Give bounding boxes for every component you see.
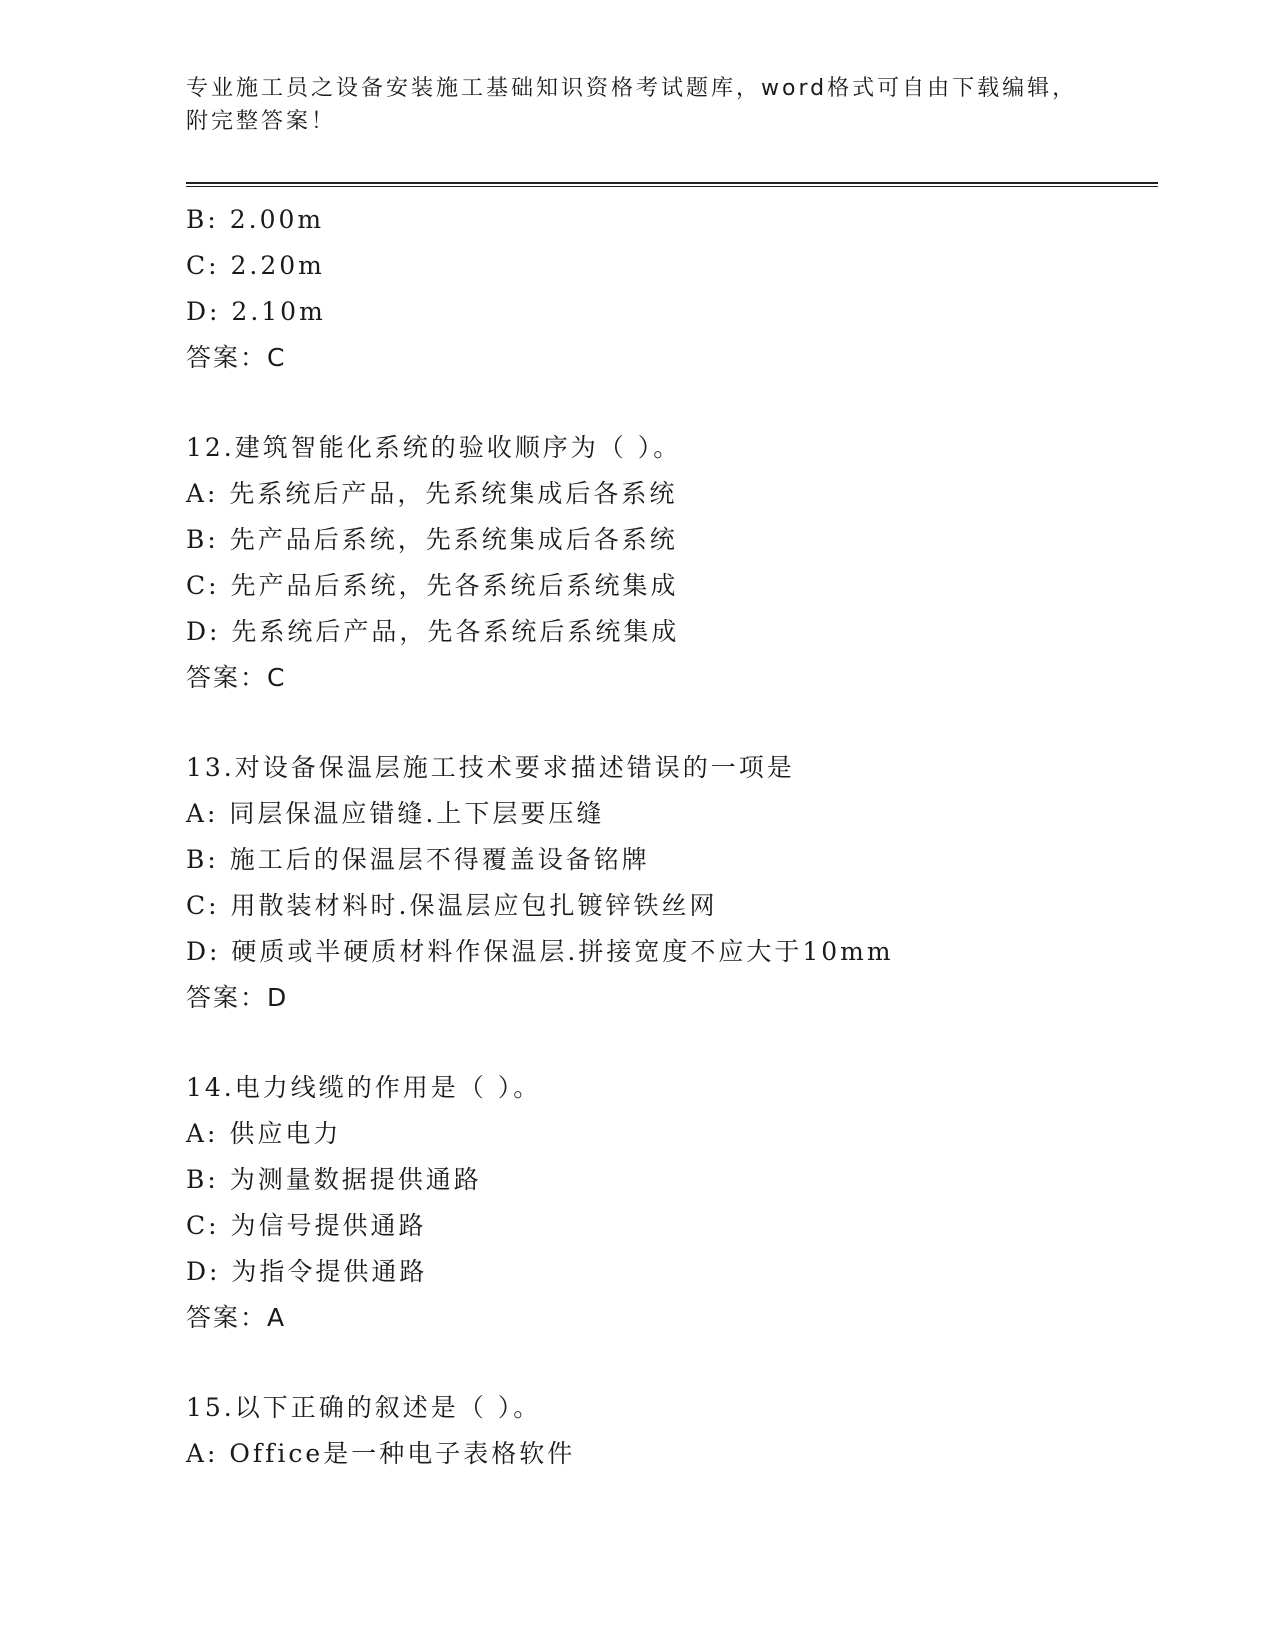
option-d: D: 2.10m	[186, 297, 326, 326]
question-text: 12.建筑智能化系统的验收顺序为（ ）。	[186, 433, 682, 462]
option-b: B: 先产品后系统，先系统集成后各系统	[186, 525, 678, 554]
option-a: A: 先系统后产品，先系统集成后各系统	[186, 479, 678, 508]
question-block-13	[186, 745, 1158, 1021]
option-d: D: 先系统后产品，先各系统后系统集成	[186, 617, 680, 646]
answer-line: 答案：C	[186, 663, 287, 692]
header-line-1: 专业施工员之设备安装施工基础知识资格考试题库，word格式可自由下载编辑，	[186, 76, 1078, 101]
question-text: 13.对设备保温层施工技术要求描述错误的一项是	[186, 753, 795, 782]
question-block-15	[186, 1385, 1158, 1477]
answer-line: 答案：A	[186, 1303, 287, 1332]
answer-line: 答案：D	[186, 983, 289, 1012]
question-block-12	[186, 425, 1158, 701]
option-c: C: 2.20m	[186, 251, 325, 280]
answer-line: 答案：C	[186, 343, 287, 372]
option-b: B: 施工后的保温层不得覆盖设备铭牌	[186, 845, 650, 874]
question-block-14	[186, 1065, 1158, 1341]
option-c: C: 用散装材料时.保温层应包扎镀锌铁丝网	[186, 891, 718, 920]
option-a: A: 同层保温应错缝.上下层要压缝	[186, 799, 605, 828]
question-text: 14.电力线缆的作用是（ ）。	[186, 1073, 542, 1102]
header-line-2: 附完整答案！	[186, 109, 337, 134]
option-b: B: 2.00m	[186, 205, 325, 234]
question-block-11	[186, 197, 1158, 381]
option-d: D: 硬质或半硬质材料作保温层.拼接宽度不应大于10mm	[186, 937, 894, 966]
question-text: 15.以下正确的叙述是（ ）。	[186, 1393, 542, 1422]
option-a: A: Office是一种电子表格软件	[186, 1439, 576, 1468]
header-divider	[186, 182, 1158, 187]
option-c: C: 为信号提供通路	[186, 1211, 427, 1240]
option-b: B: 为测量数据提供通路	[186, 1165, 482, 1194]
document-page	[186, 72, 1158, 1477]
option-d: D: 为指令提供通路	[186, 1257, 428, 1286]
question-list	[186, 197, 1158, 1477]
option-c: C: 先产品后系统，先各系统后系统集成	[186, 571, 679, 600]
document-header	[186, 72, 1158, 138]
option-a: A: 供应电力	[186, 1119, 342, 1148]
